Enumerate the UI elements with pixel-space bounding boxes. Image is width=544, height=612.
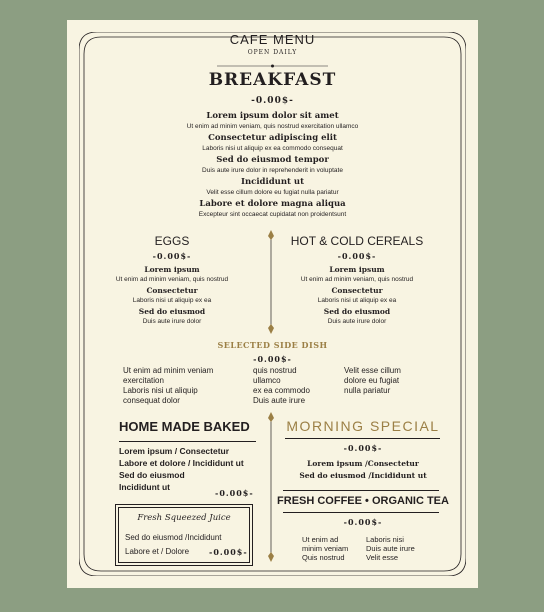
side-dish-line: quis nostrud — [253, 366, 297, 375]
coffee-line: Ut enim ad — [302, 535, 339, 544]
morning-special-title: MORNING SPECIAL — [286, 418, 440, 434]
cereals-item-desc: Duis aute irure dolor — [327, 318, 387, 325]
cereals-title: HOT & COLD CEREALS — [290, 234, 424, 248]
side-dish-section — [67, 340, 478, 365]
eggs-item-name: Consectetur — [146, 286, 198, 295]
side-dish-line: dolore eu fugiat — [344, 376, 400, 385]
side-dish-line: Duis aute irure — [253, 396, 306, 405]
header-divider — [217, 63, 328, 69]
side-dish-line: Laboris nisi ut aliquip — [123, 386, 198, 395]
column-divider-lower — [266, 412, 276, 562]
home-baked-price: -0.00$- — [215, 488, 254, 498]
menu-title: CAFE MENU — [229, 32, 316, 47]
eggs-item-name: Sed do eiusmod — [138, 307, 206, 316]
breakfast-item-desc: Excepteur sint occaecat cupidatat non proidentsunt — [198, 211, 347, 218]
side-dish-title: SELECTED SIDE DISH — [217, 340, 328, 350]
home-baked-line: Lorem ipsum / Consectetur — [119, 446, 230, 456]
cereals-price: -0.00$- — [337, 251, 377, 261]
home-baked-title: HOME MADE BAKED — [119, 419, 250, 434]
breakfast-item-name: Incididunt ut — [240, 177, 305, 187]
breakfast-item-name: Sed do eiusmod tempor — [216, 155, 329, 165]
side-dish-column-2 — [253, 366, 310, 406]
juice-price: -0.00$- — [209, 547, 248, 557]
morning-special-line: Lorem ipsum /Consectetur — [307, 459, 419, 468]
breakfast-section — [67, 70, 478, 219]
breakfast-item-desc: Laboris nisi ut aliquip ex ea commodo consequat — [202, 145, 343, 152]
juice-line: Sed do eiusmod /Incididunt — [125, 533, 222, 542]
home-baked-rule — [119, 441, 256, 442]
breakfast-item-desc: Duis aute irure dolor in reprehenderit in voluptate — [202, 167, 343, 174]
coffee-column-1 — [302, 535, 348, 562]
side-dish-column-1 — [123, 366, 213, 406]
side-dish-line: consequat dolor — [123, 396, 180, 405]
coffee-title: FRESH COFFEE • ORGANIC TEA — [277, 495, 449, 507]
coffee-line: Quis nostrud — [302, 553, 345, 562]
juice-line: Labore et / Dolore — [125, 547, 190, 556]
menu-page — [67, 20, 478, 588]
column-divider — [266, 230, 276, 334]
eggs-item-name: Lorem ipsum — [144, 265, 200, 274]
cereals-item-desc: Laboris nisi ut aliquip ex ea — [317, 297, 397, 304]
cereals-item-name: Consectetur — [331, 286, 383, 295]
coffee-line: Duis aute irure — [366, 544, 415, 553]
morning-special-section — [283, 418, 443, 434]
morning-special-body — [283, 442, 443, 482]
side-dish-line: ex ea commodo — [253, 386, 310, 395]
breakfast-item-name: Consectetur adipiscing elit — [208, 133, 337, 143]
cereals-section — [282, 234, 432, 326]
breakfast-items — [67, 111, 478, 219]
cereals-item-desc: Ut enim ad minim veniam, quis nostrud — [300, 276, 414, 283]
eggs-item-desc: Ut enim ad minim veniam, quis nostrud — [115, 276, 229, 283]
side-dish-line: Velit esse cillum — [344, 366, 401, 375]
eggs-section — [97, 234, 247, 326]
side-dish-line: ullamco — [253, 376, 281, 385]
home-baked-lines — [119, 445, 244, 493]
breakfast-item-desc: Ut enim ad minim veniam, quis nostrud exercitation ullamco — [186, 123, 359, 130]
coffee-line: Laboris nisi — [366, 535, 404, 544]
eggs-price: -0.00$- — [152, 251, 192, 261]
eggs-title: EGGS — [154, 234, 190, 248]
home-baked-line: Incididunt ut — [119, 482, 170, 492]
cereals-item-name: Sed do eiusmod — [323, 307, 391, 316]
morning-special-price: -0.00$- — [343, 443, 383, 453]
home-baked-line: Sed do eiusmod — [119, 470, 185, 480]
cereals-item-name: Lorem ipsum — [329, 265, 385, 274]
coffee-rule-bottom — [283, 512, 439, 513]
coffee-column-2 — [366, 535, 415, 562]
home-baked-line: Labore et dolore / Incididunt ut — [119, 458, 244, 468]
side-dish-price: -0.00$- — [253, 354, 292, 364]
eggs-item-desc: Laboris nisi ut aliquip ex ea — [132, 297, 212, 304]
eggs-item-desc: Duis aute irure dolor — [142, 318, 202, 325]
coffee-price: -0.00$- — [343, 517, 383, 527]
side-dish-line: exercitation — [123, 376, 164, 385]
coffee-line: Velit esse — [366, 553, 399, 562]
breakfast-item-name: Labore et dolore magna aliqua — [199, 199, 346, 209]
menu-subtitle: OPEN DAILY — [247, 49, 298, 56]
side-dish-line: nulla pariatur — [344, 386, 391, 395]
coffee-line: minim veniam — [302, 544, 349, 553]
morning-special-line: Sed do eiusmod /Incididunt ut — [299, 471, 427, 480]
morning-special-rule — [285, 438, 440, 439]
coffee-rule-top — [283, 490, 439, 491]
eggs-items — [97, 265, 247, 326]
breakfast-price: -0.00$- — [251, 96, 294, 106]
morning-special-lines — [283, 458, 443, 482]
side-dish-column-3 — [344, 366, 401, 396]
juice-title: Fresh Squeezed Juice — [137, 513, 231, 523]
breakfast-item-desc: Velit esse cillum dolore eu fugiat nulla pariatur — [206, 189, 339, 196]
breakfast-title: BREAKFAST — [208, 70, 337, 90]
coffee-section — [277, 494, 449, 508]
cereals-items — [282, 265, 432, 326]
juice-lines — [125, 531, 222, 559]
breakfast-item-name: Lorem ipsum dolor sit amet — [206, 111, 339, 121]
side-dish-line: Ut enim ad minim veniam — [123, 366, 214, 375]
home-baked-section — [119, 419, 250, 435]
menu-header — [67, 32, 478, 56]
